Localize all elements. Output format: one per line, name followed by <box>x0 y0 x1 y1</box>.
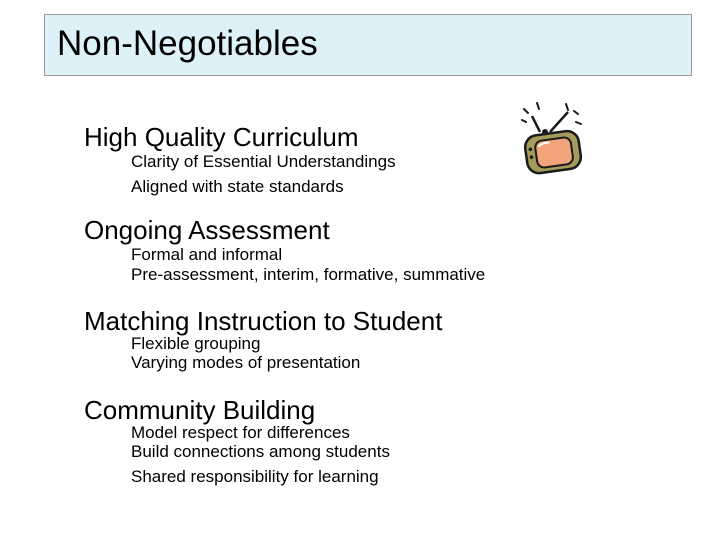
section-assessment <box>84 215 684 284</box>
section-item: Formal and informal <box>131 245 283 264</box>
section-instruction <box>84 306 684 372</box>
section-curriculum <box>84 122 684 196</box>
section-item: Pre-assessment, interim, formative, summative <box>131 265 486 284</box>
section-heading: Ongoing Assessment <box>84 215 330 245</box>
section-item: Clarity of Essential Understandings <box>131 152 396 171</box>
section-item: Shared responsibility for learning <box>131 467 379 486</box>
section-item: Varying modes of presentation <box>131 353 361 372</box>
section-item: Aligned with state standards <box>131 177 344 196</box>
section-item: Model respect for differences <box>131 423 350 442</box>
section-item: Build connections among students <box>131 442 390 461</box>
title-bar <box>44 14 692 76</box>
section-community <box>84 395 684 486</box>
slide-title: Non-Negotiables <box>57 24 318 63</box>
section-heading: High Quality Curriculum <box>84 122 359 152</box>
section-heading: Matching Instruction to Student <box>84 306 443 336</box>
section-heading: Community Building <box>84 395 316 425</box>
section-item: Flexible grouping <box>131 334 261 353</box>
